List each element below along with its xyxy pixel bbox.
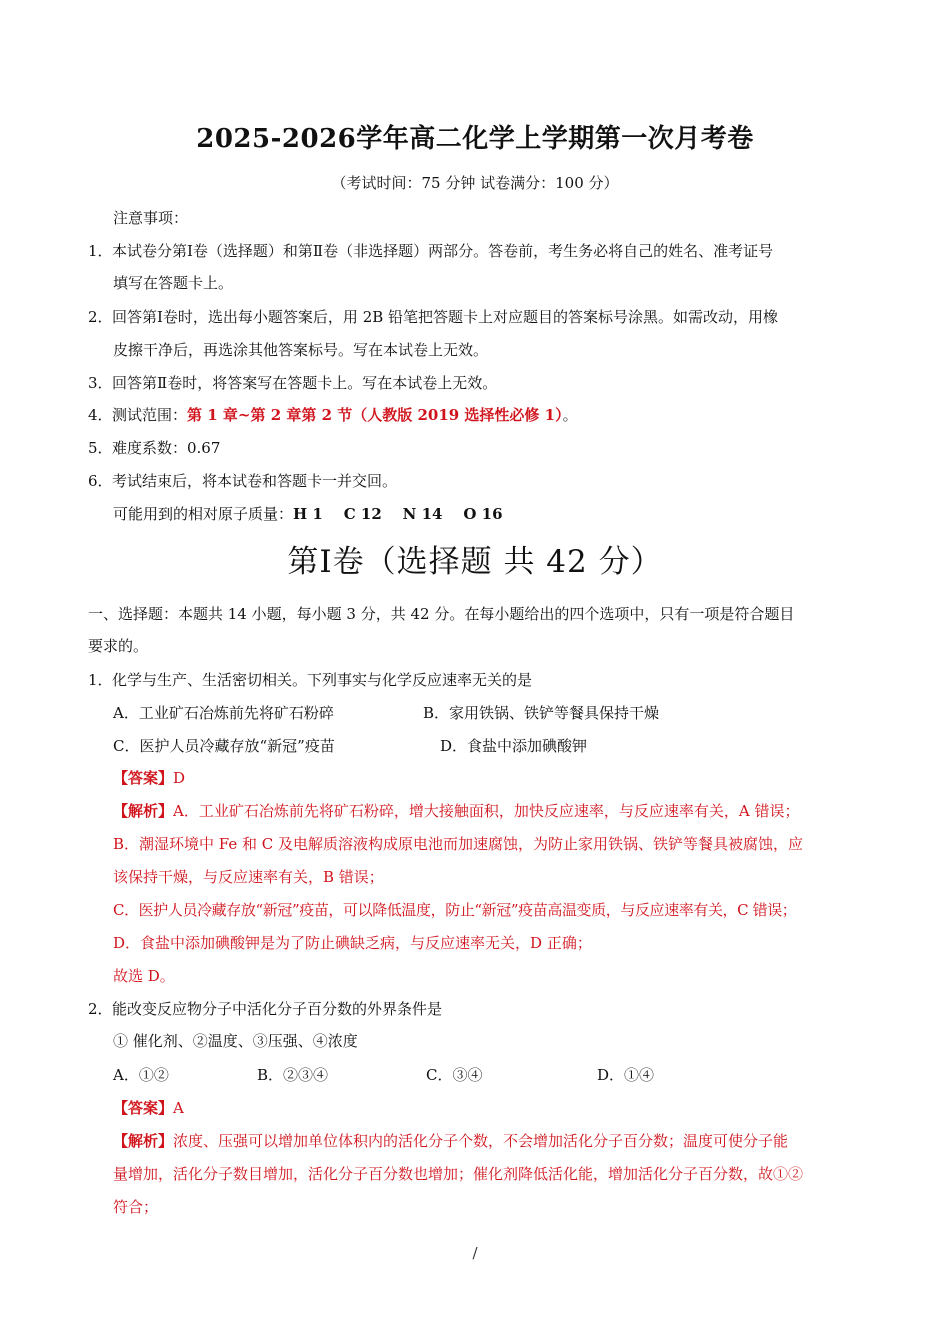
question-2-stem	[88, 999, 442, 1019]
notice-item-5	[88, 438, 220, 458]
notice-item-2	[88, 307, 778, 327]
question-number: 1．	[88, 671, 113, 689]
answer-value: D	[173, 769, 186, 787]
notice-item-text: 本试卷分第Ⅰ卷（选择题）和第Ⅱ卷（非选择题）两部分。答卷前，考生务必将自己的姓名、准考证号	[112, 242, 774, 260]
question-1-option-b: B．家用铁锅、铁铲等餐具保持干燥	[423, 704, 660, 722]
analysis-line: D．食盐中添加碘酸钾是为了防止碘缺乏病，与反应速率无关，D 正确；	[113, 934, 592, 952]
question-1-analysis	[113, 801, 799, 821]
notice-item-3	[88, 373, 497, 393]
notice-item-text: 回答第Ⅰ卷时，选出每小题答案后，用 2B 铅笔把答题卡上对应题目的答案标号涂黑。如需改动，用橡	[112, 308, 779, 326]
question-2-option-a: A．①②	[113, 1066, 169, 1084]
question-text: 能改变反应物分子中活化分子百分数的外界条件是	[112, 1000, 443, 1018]
question-1-answer	[113, 768, 185, 788]
notice-item-1-cont: 填写在答题卡上。	[113, 274, 234, 292]
question-2-option-c: C．③④	[426, 1066, 483, 1084]
question-2-answer	[113, 1098, 184, 1118]
test-scope-tail: 。	[562, 406, 578, 424]
analysis-line: 浓度、压强可以增加单位体积内的活化分子个数，不会增加活化分子百分数；温度可使分子能	[173, 1132, 789, 1150]
analysis-line: 符合；	[113, 1198, 159, 1216]
notice-item-num: 5．	[88, 439, 113, 457]
analysis-line: B．潮湿环境中 Fe 和 C 及电解质溶液构成原电池而加速腐蚀，为防止家用铁锅、铁铲等餐具被腐蚀，应	[113, 835, 804, 853]
notice-item-text: 回答第Ⅱ卷时，将答案写在答题卡上。写在本试卷上无效。	[112, 374, 498, 392]
test-scope: 第 1 章~第 2 章第 2 节（人教版 2019 选择性必修 1）	[187, 406, 563, 424]
analysis-label: 【解析】	[113, 1132, 174, 1150]
answer-label: 【答案】	[113, 769, 174, 787]
exam-subtitle: （考试时间：75 分钟 试卷满分：100 分）	[331, 174, 619, 192]
section-instructions: 一、选择题：本题共 14 小题，每小题 3 分，共 42 分。在每小题给出的四个选项中，只有一项是符合题目	[88, 605, 795, 623]
question-text: 化学与生产、生活密切相关。下列事实与化学反应速率无关的是	[112, 671, 533, 689]
notice-item-num: 2．	[88, 308, 113, 326]
answer-value: A	[173, 1099, 184, 1117]
question-number: 2．	[88, 1000, 113, 1018]
page-footer-mark: /	[472, 1244, 478, 1262]
analysis-label: 【解析】	[113, 802, 174, 820]
notice-item-num: 3．	[88, 374, 113, 392]
atomic-masses-values: H 1 C 12 N 14 O 16	[293, 505, 503, 523]
question-2-option-b: B．②③④	[257, 1066, 329, 1084]
notice-item-num: 4．	[88, 406, 113, 424]
analysis-line: C．医护人员冷藏存放“新冠”疫苗，可以降低温度，防止“新冠”疫苗高温变质，与反应速率有关，C 错误；	[113, 901, 797, 919]
question-1-option-d: D．食盐中添加碘酸钾	[440, 737, 588, 755]
analysis-line: 量增加，活化分子数目增加，活化分子百分数也增加；催化剂降低活化能，增加活化分子百分数，故①②	[113, 1165, 804, 1183]
notice-item-num: 1．	[88, 242, 113, 260]
notice-heading: 注意事项：	[113, 209, 189, 227]
notice-item-2-cont: 皮擦干净后，再选涂其他答案标号。写在本试卷上无效。	[113, 341, 489, 359]
question-2-conditions: ① 催化剂、②温度、③压强、④浓度	[113, 1032, 358, 1050]
atomic-masses	[113, 504, 503, 524]
question-1-stem	[88, 670, 532, 690]
question-2-option-d: D．①④	[597, 1066, 655, 1084]
section-instructions-cont: 要求的。	[88, 637, 149, 655]
notice-item-text: 难度系数：0.67	[112, 439, 221, 457]
question-1-option-c: C．医护人员冷藏存放“新冠”疫苗	[113, 737, 335, 755]
section-title: 第Ⅰ卷（选择题 共 42 分）	[287, 544, 663, 580]
exam-title: 2025-2026学年高二化学上学期第一次月考卷	[196, 124, 754, 154]
atomic-masses-label: 可能用到的相对原子质量：	[113, 505, 294, 523]
notice-item-6	[88, 471, 397, 491]
test-scope-label: 测试范围：	[112, 406, 188, 424]
analysis-line: 故选 D。	[113, 967, 175, 985]
notice-item-num: 6．	[88, 472, 113, 490]
question-2-analysis	[113, 1131, 788, 1151]
notice-item-1	[88, 241, 773, 261]
answer-label: 【答案】	[113, 1099, 174, 1117]
question-1-option-a: A．工业矿石冶炼前先将矿石粉碎	[113, 704, 334, 722]
analysis-line: 该保持干燥，与反应速率有关，B 错误；	[113, 868, 384, 886]
analysis-line: A．工业矿石冶炼前先将矿石粉碎，增大接触面积，加快反应速率，与反应速率有关，A 错误；	[173, 802, 800, 820]
notice-item-text: 考试结束后，将本试卷和答题卡一并交回。	[112, 472, 398, 490]
notice-item-4	[88, 405, 578, 425]
